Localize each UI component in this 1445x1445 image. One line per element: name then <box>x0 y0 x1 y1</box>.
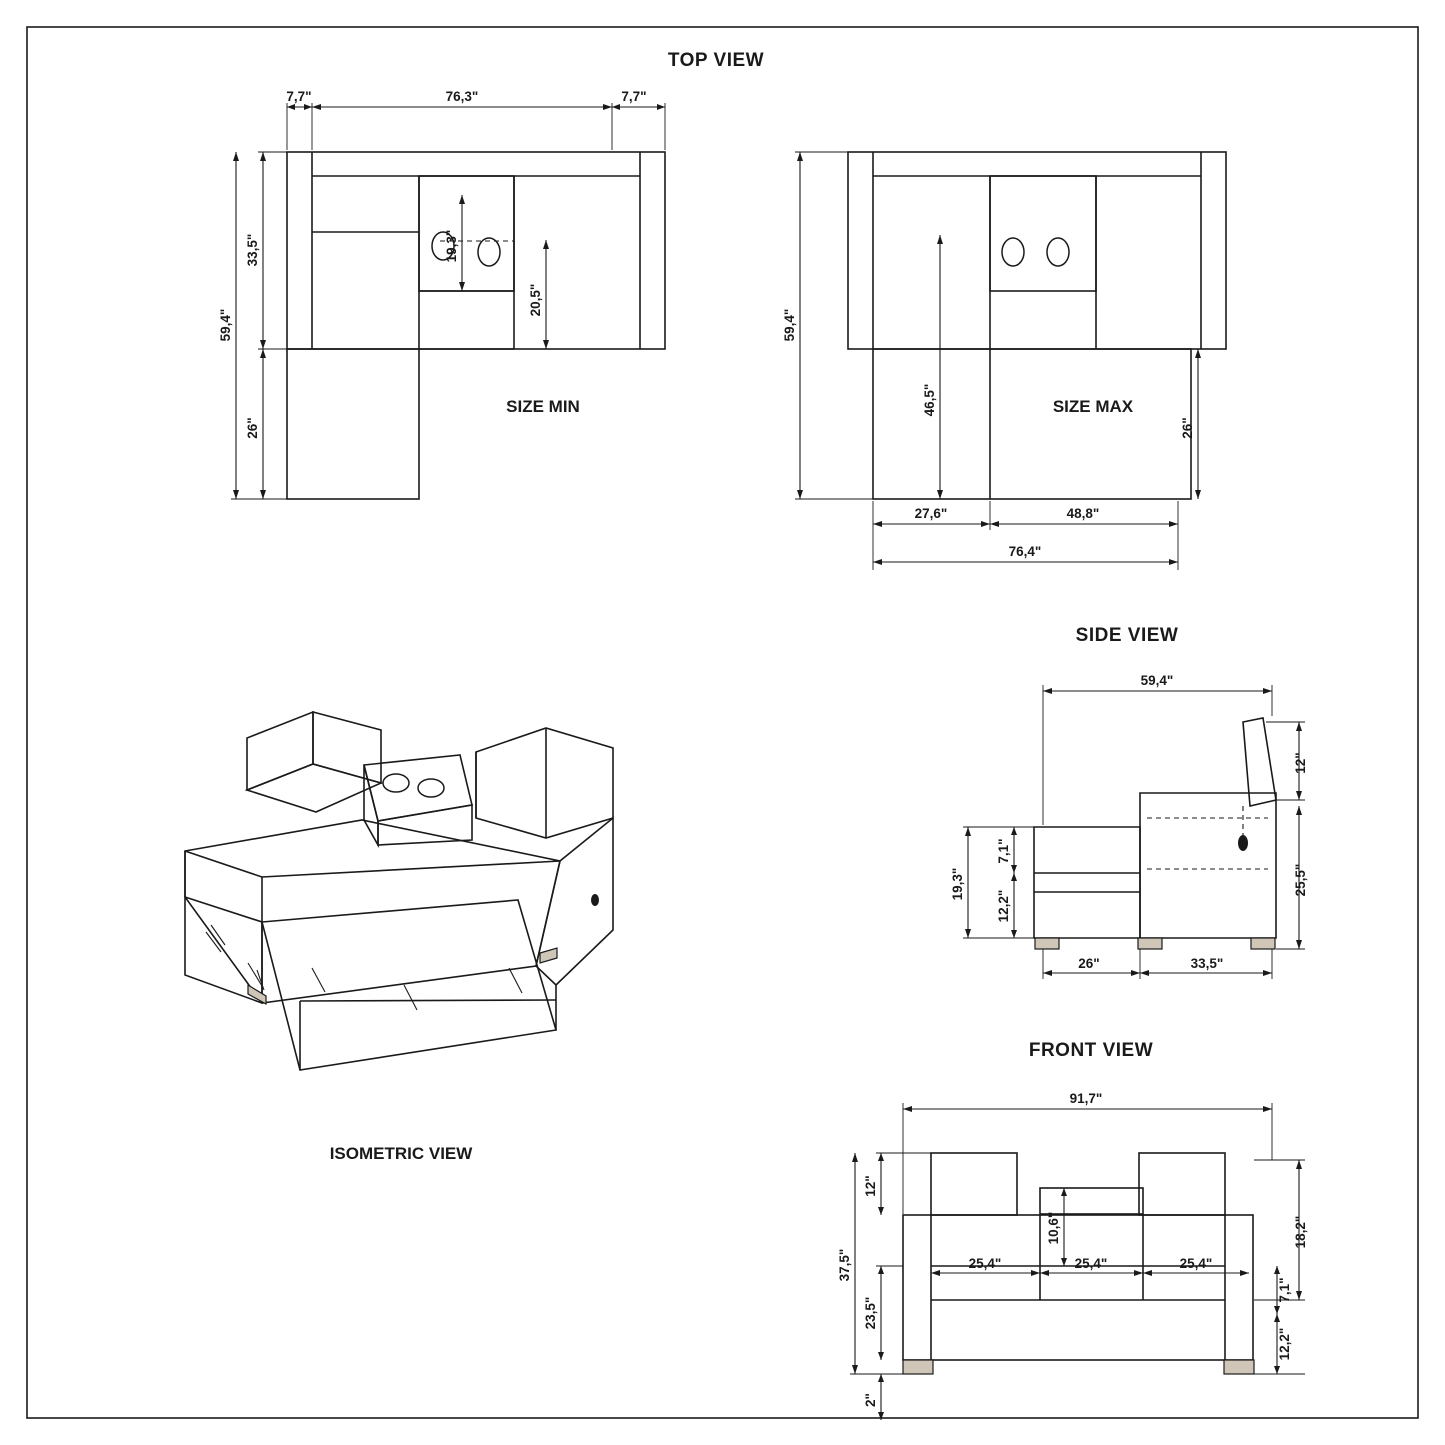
dim-front-left-seat-width: 25,4" <box>968 1256 1002 1271</box>
dim-front-overall-width: 91,7" <box>1069 1091 1103 1106</box>
dim-top-max-overall-depth: 59,4" <box>782 308 797 342</box>
dim-front-base-height: 12,2" <box>1277 1327 1292 1361</box>
dim-top-max-bed-depth: 46,5" <box>922 383 937 417</box>
label-isometric-view: ISOMETRIC VIEW <box>329 1144 473 1163</box>
top-view-title: TOP VIEW <box>667 50 765 71</box>
dim-side-seat-depth: 33,5" <box>1190 956 1224 971</box>
dim-side-base-height: 12,2" <box>996 889 1011 923</box>
dim-top-max-overall-width: 76,4" <box>1008 544 1042 559</box>
dim-top-min-seat-depth: 33,5" <box>245 233 260 267</box>
label-size-min: SIZE MIN <box>506 397 580 416</box>
dim-front-seat-back-height: 23,5" <box>863 1296 878 1330</box>
front-view-drawing <box>837 1091 1308 1420</box>
dim-front-right-seat-width: 25,4" <box>1179 1256 1213 1271</box>
dim-side-cushion-height: 7,1" <box>996 838 1011 864</box>
dim-side-seat-total-height: 19,3" <box>950 867 965 901</box>
dim-top-min-chaise-depth: 26" <box>245 417 260 439</box>
dim-top-max-chaise-depth: 26" <box>1180 417 1195 439</box>
dim-top-max-right-section: 48,8" <box>1066 506 1100 521</box>
dim-top-min-left-arm: 7,7" <box>286 89 312 104</box>
dim-front-backrest-height: 12" <box>863 1175 878 1197</box>
dim-top-min-body-width: 76,3" <box>445 89 479 104</box>
dim-top-min-console-depth: 19,3" <box>444 229 459 263</box>
dim-top-max-left-section: 27,6" <box>914 506 948 521</box>
top-view-size-min <box>218 89 665 499</box>
dim-side-backrest-height: 12" <box>1293 752 1308 774</box>
dim-front-cushion-height: 7,1" <box>1277 1277 1292 1303</box>
dim-side-overall-depth: 59,4" <box>1140 673 1174 688</box>
dim-front-console-height: 10,6" <box>1046 1211 1061 1245</box>
dim-side-back-height: 25,5" <box>1293 863 1308 897</box>
label-size-max: SIZE MAX <box>1052 397 1134 416</box>
front-view-title: FRONT VIEW <box>1028 1040 1154 1061</box>
dim-side-extension-depth: 26" <box>1078 956 1100 971</box>
dim-front-center-seat-width: 25,4" <box>1074 1256 1108 1271</box>
dim-top-min-overall-depth: 59,4" <box>218 308 233 342</box>
side-view-drawing <box>950 673 1308 979</box>
dim-front-overall-height: 37,5" <box>837 1248 852 1282</box>
dim-top-min-extension-depth: 20,5" <box>528 283 543 317</box>
dim-front-leg-height: 2" <box>863 1393 878 1407</box>
isometric-view-drawing <box>185 712 613 1163</box>
dim-front-arm-height: 18,2" <box>1293 1215 1308 1249</box>
top-view-size-max <box>782 152 1226 570</box>
dim-top-min-right-arm: 7,7" <box>621 89 647 104</box>
side-view-title: SIDE VIEW <box>1075 625 1179 646</box>
